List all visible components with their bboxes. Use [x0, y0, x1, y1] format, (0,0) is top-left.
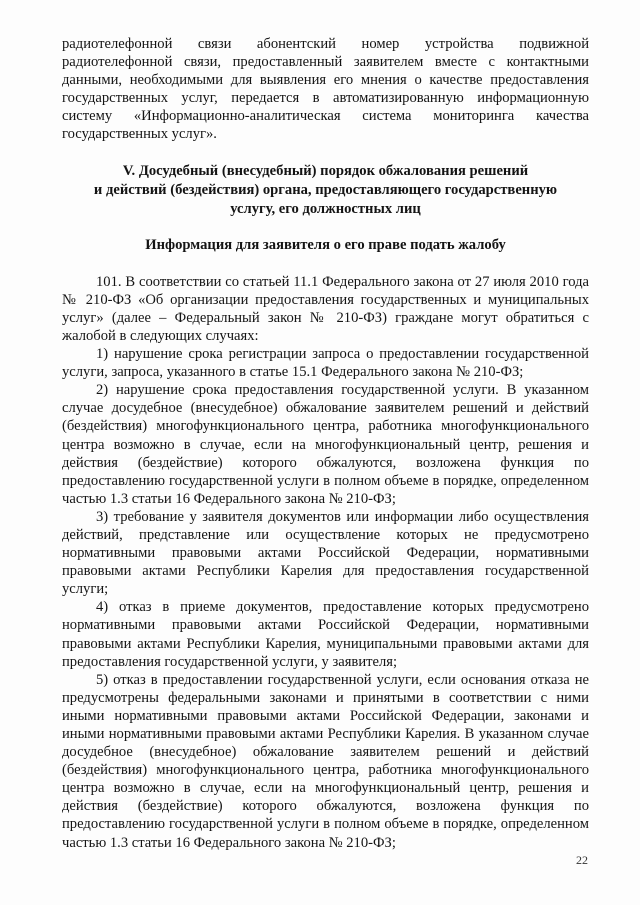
section-heading-line-2: и действий (бездействия) органа, предоставляющего государственную [93, 181, 558, 198]
list-item-4: 4) отказ в приеме документов, предоставление которых предусмотрено нормативными правовыми актами Российской Федерации, нормативными правовыми актами Республики Карелия, муниципальными правовыми актами для предоставления государственной услуги, у заявителя; [62, 599, 589, 670]
section-heading-line-1: V. Досудебный (внесудебный) порядок обжалования решений [122, 162, 529, 179]
section-heading-line-3: услугу, его должностных лиц [230, 200, 421, 217]
list-item-5: 5) отказ в предоставлении государственной услуги, если основания отказа не предусмотрены федеральными законами и принятыми в соответствии с ними иными нормативными правовыми актами Российской Федерации, законами и иными нормативными правовыми актами Республики Карелия. В указанном случае досудебное (внесудебное) обжалование заявителем решений и действий (бездействия) многофункционального центра, работника многофункционального центра возможно в случае, если на многофункциональный центр, решения и действия (бездействие) которого обжалуются, возложена функция по предоставлению государственной услуги в полном объеме в порядке, определенном частью 1.3 статьи 16 Федерального закона № 210-ФЗ; [62, 671, 589, 851]
list-item-2: 2) нарушение срока предоставления государственной услуги. В указанном случае досудебное (внесудебное) обжалование заявителем решений и действий (бездействия) многофункционального центра, работника многофункционального центра возможно в случае, если на многофункциональный центр, решения и действия (бездействие) которого обжалуются, возложена функция по предоставлению государственной услуги в полном объеме в порядке, определенном частью 1.3 статьи 16 Федерального закона № 210-ФЗ; [62, 382, 589, 507]
intro-paragraph: радиотелефонной связи абонентский номер устройства подвижной радиотелефонной связи, предоставленный заявителем вместе с контактными данными, необходимыми для выявления его мнения о качестве предоставления государственных услуг, передается в автоматизированную информационную систему «Информационно-аналитическая система мониторинга качества государственных услуг». [62, 36, 589, 143]
list-item-1: 1) нарушение срока регистрации запроса о предоставлении государственной услуги, запроса, указанного в статье 15.1 Федерального закона № 210-ФЗ; [62, 346, 589, 381]
sub-heading: Информация для заявителя о его праве подать жалобу [145, 236, 506, 253]
list-item-3: 3) требование у заявителя документов или информации либо осуществления действий, представление или осуществление которых не предусмотрено нормативными правовыми актами Российской Федерации, нормативными правовыми актами Республики Карелия для предоставления государственной услуги; [62, 508, 589, 598]
document-body [62, 35, 589, 852]
paragraph-101: 101. В соответствии со статьей 11.1 Федерального закона от 27 июля 2010 года № 210-ФЗ «Об организации предоставления государственных и муниципальных услуг» (далее – Федеральный закон № 210-ФЗ) граждане могут обратиться с жалобой в следующих случаях: [62, 273, 589, 344]
section-heading [62, 162, 589, 219]
page-number: 22 [576, 853, 588, 867]
